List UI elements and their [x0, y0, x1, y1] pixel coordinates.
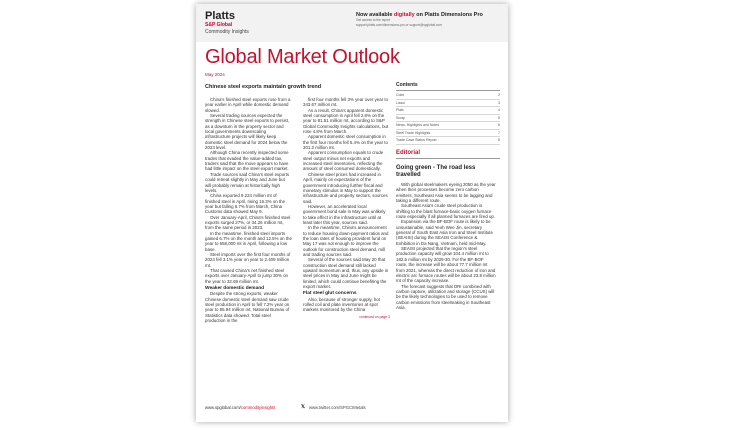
- editorial-headline: Going green - The road less travelled: [396, 165, 476, 178]
- contents-title: Contents: [396, 82, 500, 91]
- promo-line-1: Get access to the report: [356, 18, 391, 22]
- paragraph: The forecast suggests that DRI combined with carbon capture, utilization and storage (CCUS) will be the likely technologies to be used to remove carbon emissions from steelmaking in Southeast Asia.: [396, 283, 495, 310]
- report-page: [196, 4, 508, 422]
- paragraph: That caused China's net finished steel exports over January-April to jump 30% on the year to 32.69 million mt.: [205, 268, 288, 284]
- toc-item-page: 4: [498, 108, 500, 112]
- paragraph: Chinese steel prices had increased in April, mainly on expectations of the government introducing further fiscal and monetary stimulus in May to support the infrastructure and property sectors, sources said.: [303, 171, 388, 204]
- paragraph: Also, because of stronger supply, hot rolled coil and plate inventories at spot markets monitored by the China: [303, 296, 380, 313]
- footer-url-accent: commodityinsights: [240, 405, 276, 410]
- paragraph: Although China recently inspected some trades that evaded the value-added tax, traders said that the move appears to have had little impact on the steel export market.: [205, 150, 289, 172]
- paragraph: With global steelmakers eyeing 2050 as the year when their processes become zero carbon emitters, Southeast Asia seems to be lagging and taking a different route.: [396, 182, 496, 204]
- toc-item-label: Plats: [396, 108, 404, 112]
- promo-title-prefix: Now available: [356, 12, 394, 18]
- footer-url-prefix: www.spglobal.com/: [205, 405, 241, 410]
- toc-item-page: 6: [498, 123, 500, 127]
- article-headline: Chinese steel exports maintain growth trend: [205, 84, 322, 90]
- paragraph: Despite the strong exports, weaker Chinese domestic steel demand saw crude steel production in April to fell 7.2% year on year to 85.94 million mt, National Bureau of Statistics data showed. Total steel production in the: [205, 291, 290, 324]
- paragraph: Apparent consumption equals to crude steel output minus net exports and increased steel inventories, reflecting the amount of steel consumed domestically.: [303, 150, 384, 172]
- paragraph: Apparent domestic steel consumption in the first four months fell 5.4% on the year to 301.3 million mt.: [303, 134, 388, 151]
- toc-item-page: 2: [498, 93, 500, 97]
- toc-item-steel-trade[interactable]: [396, 130, 500, 138]
- page-footer: [205, 405, 501, 413]
- article-column-1: [205, 97, 292, 323]
- toc-item-page: 7: [498, 130, 500, 135]
- toc-item-scrap[interactable]: [396, 115, 500, 123]
- toc-item-label: Lissoi: [396, 100, 405, 105]
- promo-title-suffix: on Platts Dimensions Pro: [414, 12, 483, 18]
- contents-box: [396, 82, 500, 145]
- toc-item-lissoi[interactable]: [396, 100, 500, 108]
- paragraph: In the meantime, China's announcement to reduce housing down-payment ratios and the loan rates of housing provident fund on May 17 was not enough to improve the outlook for construction steel demand, mill and trading sources said.: [303, 225, 389, 257]
- footer-x-link[interactable]: www.twitter.com/SPGCIMetals: [309, 405, 366, 410]
- promo-line-2[interactable]: support.platts.com/dimensions-pro or support@spglobal.com: [356, 22, 442, 27]
- paragraph: As a result, China's apparent domestic steel consumption in April fell 2.8% on the year to 81.51 million mt, according to S&P Global Commodity Insights calculations, but rose 4.8% from March.: [303, 107, 389, 135]
- toc-item-label: Scrap: [396, 115, 406, 120]
- paragraph: Southeast Asia's crude steel production is shifting to the blast furnace-basic oxygen furnace route especially if all planned furnaces are fired up.: [396, 203, 496, 220]
- paragraph: Several trading sources expected the strength in Chinese steel exports to persist, as a downturn in the property sector and local governments downscaling infrastructure projects will likely keep domestic steel demand for 2024 below the 2023 level.: [205, 113, 290, 151]
- paragraph: China's finished steel exports rose from a year earlier in April while domestic demand slowed.: [205, 97, 291, 113]
- paragraph: Over January-April, China's finished steel exports surged 27%, or 34.26 million mt, from the same period in 2023.: [205, 214, 291, 231]
- toc-item-page: 3: [498, 100, 500, 105]
- toc-item-page: 5: [498, 115, 500, 120]
- paragraph: Trade sources said China's steel exports could retreat slightly in May and June but will probably remain at historically high levels.: [205, 171, 290, 193]
- subheading-weaker-demand: Weaker domestic demand: [205, 286, 265, 292]
- toc-item-page: 8: [498, 138, 500, 142]
- toc-item-plats[interactable]: [396, 107, 500, 115]
- toc-item-label: News, Highlights and Notes: [396, 123, 439, 127]
- editorial-label: Editorial: [396, 150, 500, 159]
- paragraph: first four months fell 3% year over year to 343.67 million mt.: [303, 97, 389, 108]
- brand-sub: Commodity Insights: [205, 29, 249, 35]
- toc-item-trade-case[interactable]: [396, 137, 500, 145]
- report-date: May 2024: [205, 72, 225, 77]
- brand-parent: S&P Global: [205, 22, 233, 28]
- paragraph: Steel imports over the first four months of 2024 fell 3.1% year on year to 2.409 million mt.: [205, 251, 291, 268]
- article-column-2: [303, 97, 390, 320]
- continued-link[interactable]: continued on page 3: [359, 314, 390, 319]
- promo-title-accent: digitally: [393, 12, 415, 18]
- editorial-header: [396, 150, 500, 179]
- editorial-column: [396, 182, 496, 310]
- paragraph: China exported 9.224 million mt of finished steel in April, rising 16.3% on the year but falling 6.7% from March, China Customs data showed May 9.: [205, 193, 286, 215]
- toc-item-label: Coke: [396, 93, 405, 97]
- toc-item-label: Steel Trade Highlights: [396, 130, 431, 135]
- paragraph: However, an accelerated local government bond sale in May was unlikely to take effect in the infrastructure until at least later this year, sources said.: [303, 203, 386, 225]
- subheading-flat-steel: Flat steel glut concerns: [303, 291, 357, 297]
- header-band: [196, 4, 508, 42]
- brand-name: Platts: [205, 10, 235, 22]
- toc-item-news[interactable]: [396, 122, 500, 130]
- paragraph: Several of the sources said May 20 that construction steel demand still lacked upward momentum and, thus, any upside in steel prices in May and June might be limited, which could continue benefiting the export market.: [303, 257, 389, 290]
- x-icon: 𝕏: [301, 404, 306, 410]
- brand-logo: [205, 11, 249, 35]
- paragraph: In the meantime, finished steel imports gained 6.7% on the month and 12.5% on the year to 658,000 mt in April, following a low base.: [205, 230, 292, 252]
- promo-box: [356, 12, 506, 27]
- report-title: Global Market Outlook: [205, 46, 400, 68]
- paragraph: SEAISI projected that the region's steel production capacity will grow 104.4 million mt to 182.5 million mt by 2029-30. For the BF-BOF route, the increase will be about 77.7 million mt from 2021, whereas the direct reduction of iron and electric arc furnace routes will be about 23.8 million mt of the capacity increase.: [396, 246, 496, 284]
- footer-website-link[interactable]: [205, 405, 275, 410]
- paragraph: Expansion via the BF-BOF route is likely to be unsustainable, said Yeoh Wee Jin, secretary general of South East Asia Iron and Steel Institute (SEAISI) during the SEAISI Conference & Exhibition in Da Nang, Vietnam, held mid-May.: [396, 219, 493, 246]
- toc-item-label: Trade Case Status Report: [396, 138, 437, 142]
- toc-item-coke[interactable]: [396, 92, 500, 100]
